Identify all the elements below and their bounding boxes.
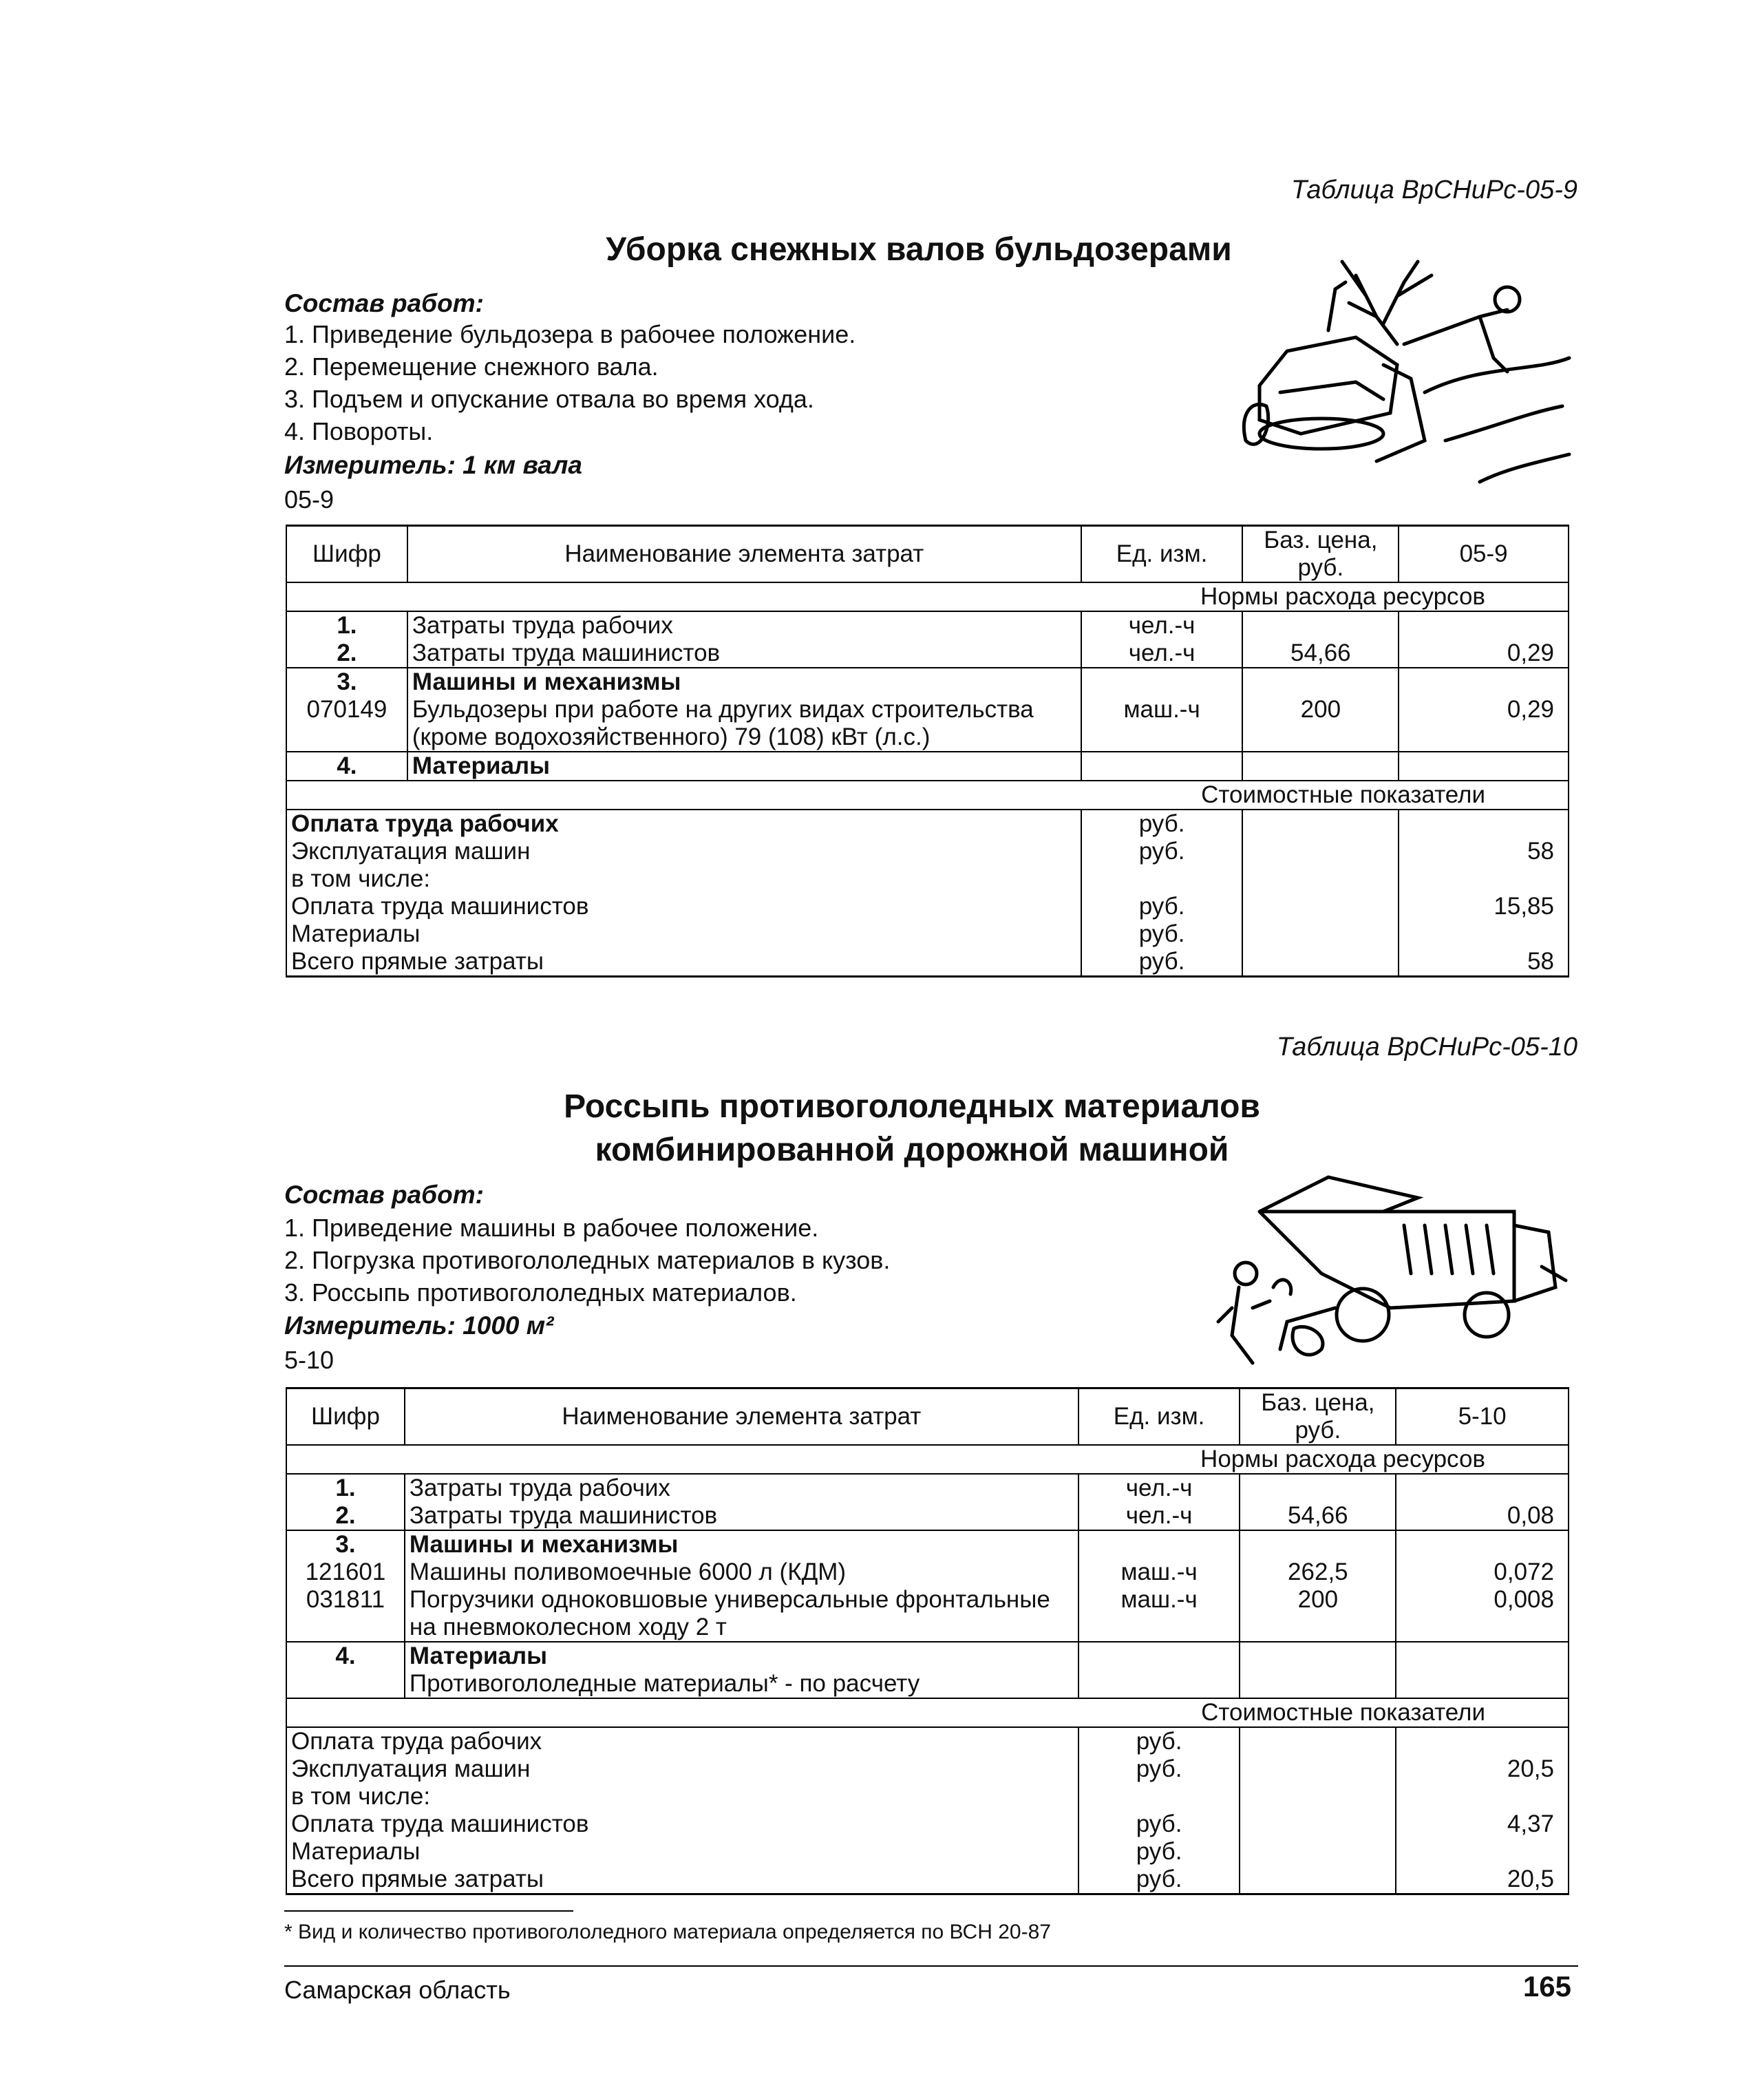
section-title: Россыпь противогололедных материалов [564,1088,1260,1125]
bulldozer-illustration-icon [1218,234,1576,509]
composition-label: Состав работ: [284,1181,484,1209]
col-header-price: Баз. цена, руб. [1242,526,1399,583]
norms-table [286,525,1569,978]
composition-label: Состав работ: [284,289,484,317]
col-header-shifr: Шифр [286,526,407,583]
col-header-name: Наименование элемента затрат [407,526,1081,583]
col-header-unit: Ед. изм. [1078,1388,1240,1446]
step: 2. Перемещение снежного вала. [284,352,659,381]
table-row: 3. Машины и механизмы [286,1530,1569,1559]
cost-row: Материалы руб. [286,1838,1569,1866]
table-code: 5-10 [284,1346,334,1374]
col-header-price: Баз. цена, руб. [1240,1388,1396,1446]
table-row: 4. Материалы [286,752,1569,781]
cost-section: Стоимостные показатели [286,1698,1569,1727]
col-header-code: 05-9 [1399,526,1569,583]
cost-row: Оплата труда рабочих руб. [286,810,1569,838]
table-row: 121601 Машины поливомоечные 6000 л (КДМ) маш.-ч 262,5 0,072 [286,1559,1569,1586]
table-code: 05-9 [284,485,334,514]
meter-label: Измеритель: 1000 м² [284,1311,554,1340]
page-number: 165 [1522,1970,1571,2003]
table-ref: Таблица ВрСНиРс-05-10 [1276,1033,1577,1061]
step: 1. Приведение машины в рабочее положение. [284,1214,819,1242]
cost-row: Материалы руб. [286,920,1569,948]
table-row: 1. Затраты труда рабочих чел.-ч [286,1474,1569,1502]
cost-row: Оплата труда рабочих руб. [286,1727,1569,1755]
footer-rule [284,1965,1578,1967]
cost-row: Всего прямые затраты руб. 20,5 [286,1866,1569,1894]
cost-row: Всего прямые затраты руб. 58 [286,948,1569,977]
col-header-name: Наименование элемента затрат [405,1388,1078,1446]
col-header-unit: Ед. изм. [1081,526,1243,583]
table-row: 031811 Погрузчики одноковшовые универсальные фронтальные на пневмоколесном ходу 2 т маш.-ч 200 0,008 [286,1586,1569,1642]
cost-section: Стоимостные показатели [286,781,1569,810]
col-header-shifr: Шифр [286,1388,405,1446]
norms-table [286,1387,1569,1895]
table-ref: Таблица ВрСНиРс-05-9 [1290,176,1577,204]
cost-row: Оплата труда машинистов руб. 15,85 [286,893,1569,920]
col-header-code: 5-10 [1396,1388,1569,1446]
table-row: 2. Затраты труда машинистов чел.-ч 54,66 0,29 [286,640,1569,668]
step: 4. Повороты. [284,417,434,445]
step: 2. Погрузка противогололедных материалов в кузов. [284,1246,891,1274]
table-row: 4. Материалы Противогололедные материалы* - по расчету [286,1642,1569,1698]
cost-row: Оплата труда машинистов руб. 4,37 [286,1810,1569,1838]
table-row: 2. Затраты труда машинистов чел.-ч 54,66 0,08 [286,1502,1569,1530]
footnote: * Вид и количество противогололедного материала определяется по ВСН 20-87 [284,1921,1051,1943]
step: 3. Подъем и опускание отвала во время хода. [284,385,814,413]
table-row: 070149 Бульдозеры при работе на других видах строительства (кроме водохозяйственного) 79 (108) кВт (л.с.) маш.-ч 200 0,29 [286,696,1569,752]
meter-label: Измеритель: 1 км вала [284,451,582,479]
road-machine-illustration-icon [1211,1170,1569,1377]
cost-row: Эксплуатация машин руб. 58 [286,838,1569,865]
table-row: 3. Машины и механизмы [286,668,1569,696]
norms-section: Нормы расхода ресурсов [286,1445,1569,1474]
step: 1. Приведение бульдозера в рабочее положение. [284,320,856,348]
footer-region: Самарская область [284,1976,511,2004]
norms-section: Нормы расхода ресурсов [286,582,1569,611]
section-title: комбинированной дорожной машиной [595,1132,1229,1168]
cost-row: в том числе: [286,1783,1569,1810]
table-row: 1. Затраты труда рабочих чел.-ч [286,611,1569,640]
section-title: Уборка снежных валов бульдозерами [606,231,1232,268]
step: 3. Россыпь противогололедных материалов. [284,1278,797,1307]
footnote-rule [284,1910,573,1912]
cost-row: Эксплуатация машин руб. 20,5 [286,1755,1569,1783]
cost-row: в том числе: [286,865,1569,893]
